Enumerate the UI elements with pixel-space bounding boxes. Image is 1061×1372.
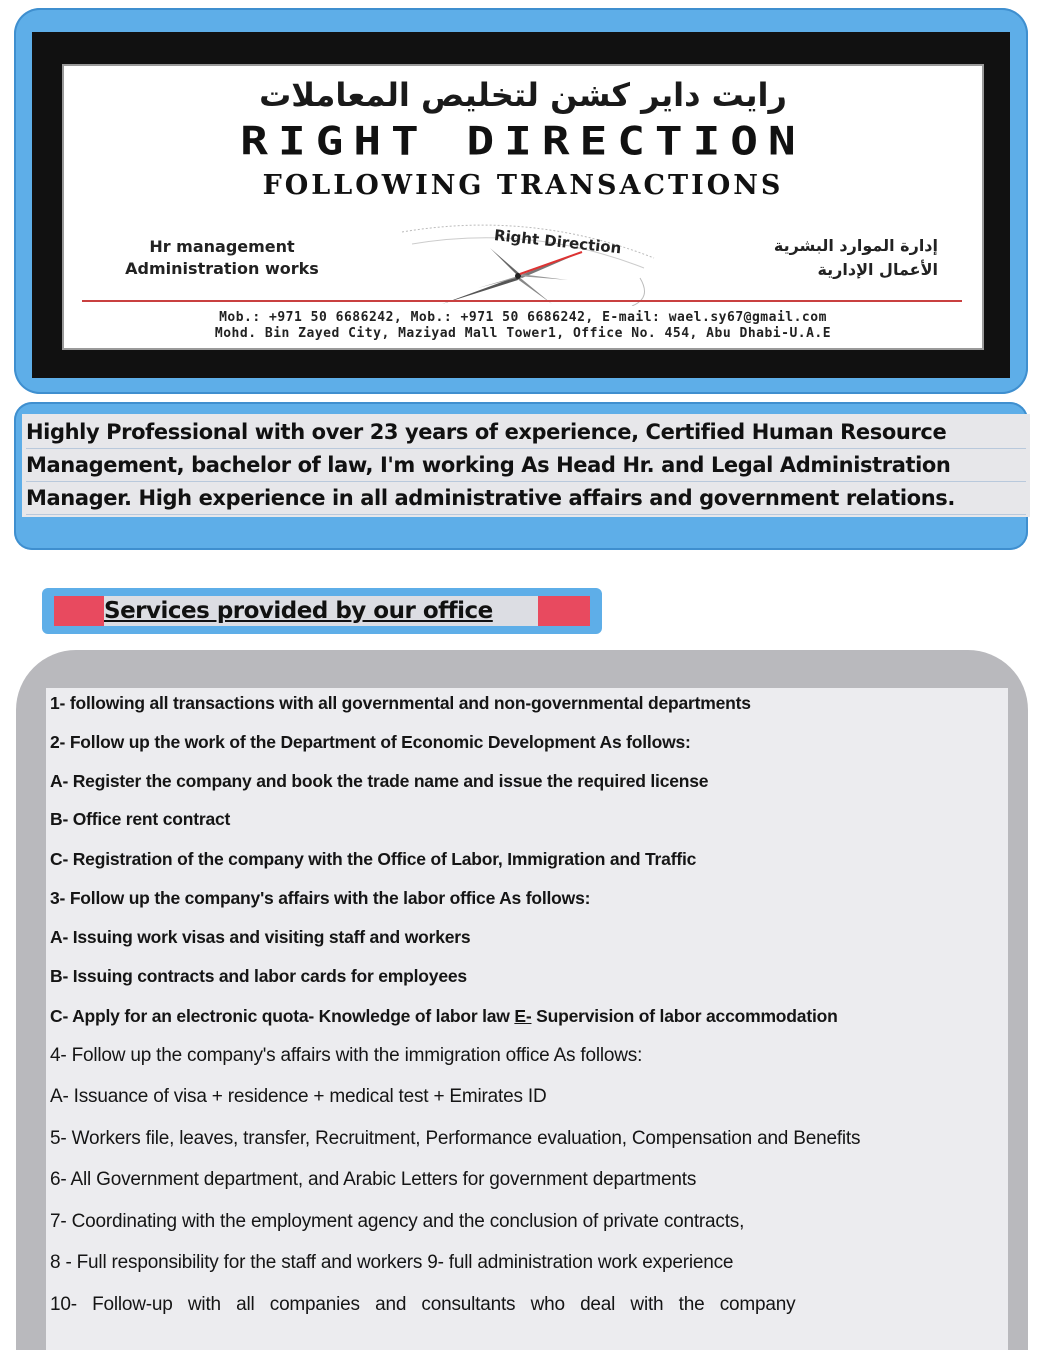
arabic-company-name: رايت داير كشن لتخليص المعاملات — [259, 76, 787, 114]
heading-accent-right — [538, 596, 590, 626]
list-item: A- Register the company and book the trade name and issue the required license — [50, 771, 709, 791]
services-list — [46, 688, 1008, 1350]
company-tagline: FOLLOWING TRANSACTIONS — [262, 170, 784, 201]
services-heading-box — [42, 588, 602, 634]
business-card — [62, 64, 984, 350]
list-item-underlined: E- — [514, 1006, 532, 1026]
list-item: A- Issuance of visa + residence + medical test + Emirates ID — [50, 1086, 547, 1107]
service-ar-hr: إدارة الموارد البشرية — [773, 236, 938, 255]
service-en-admin: Administration works — [125, 259, 319, 278]
divider-rule — [82, 300, 962, 302]
services-heading: Services provided by our office — [104, 598, 493, 624]
list-item: 8 - Full responsibility for the staff and workers 9- full administration work experience — [50, 1252, 734, 1273]
intro-panel — [14, 402, 1028, 550]
list-item — [50, 1006, 1000, 1027]
intro-line-3: Manager. High experience in all administrative affairs and government relations. — [26, 482, 1026, 515]
list-item: 7- Coordinating with the employment agency and the conclusion of private contracts, — [50, 1211, 745, 1232]
business-card-panel — [14, 8, 1028, 394]
list-item-part: Supervision of labor accommodation — [531, 1006, 838, 1026]
services-list-panel — [16, 650, 1028, 1350]
service-ar-admin: الأعمال الإدارية — [817, 260, 938, 279]
intro-line-1: Highly Professional with over 23 years of experience, Certified Human Resource — [26, 416, 1026, 449]
list-item: 3- Follow up the company's affairs with the labor office As follows: — [50, 888, 591, 908]
list-item: 5- Workers file, leaves, transfer, Recruitment, Performance evaluation, Compensation and Benefits — [50, 1128, 861, 1149]
business-card-frame — [32, 32, 1010, 378]
compass-logo-icon — [382, 218, 668, 306]
list-item: A- Issuing work visas and visiting staff and workers — [50, 927, 471, 947]
list-item-part: C- Apply for an electronic quota- Knowledge of labor law — [50, 1006, 515, 1026]
list-item: C- Registration of the company with the Office of Labor, Immigration and Traffic — [50, 849, 697, 869]
list-item: 2- Follow up the work of the Department of Economic Development As follows: — [50, 732, 691, 752]
services-english — [102, 236, 342, 280]
logo-text: Right Direction — [493, 226, 623, 258]
list-item: 6- All Government department, and Arabic Letters for government departments — [50, 1169, 697, 1190]
services-arabic — [698, 234, 938, 282]
service-en-hr: Hr management — [149, 237, 295, 256]
heading-accent-left — [54, 596, 104, 626]
contact-phone-email: Mob.: +971 50 6686242, Mob.: +971 50 6686242, E-mail: wael.sy67@gmail.com — [219, 310, 827, 325]
list-item: B- Office rent contract — [50, 809, 231, 829]
list-item: 1- following all transactions with all governmental and non-governmental departments — [50, 693, 751, 713]
list-item: 10- Follow-up with all companies and consultants who deal with the company — [50, 1294, 796, 1315]
intro-paragraph — [22, 414, 1030, 517]
intro-line-2: Management, bachelor of law, I'm working As Head Hr. and Legal Administration — [26, 449, 1026, 482]
services-heading-inner — [54, 596, 590, 626]
list-item: B- Issuing contracts and labor cards for employees — [50, 966, 467, 986]
list-item: 4- Follow up the company's affairs with the immigration office As follows: — [50, 1045, 643, 1066]
company-name: RIGHT DIRECTION — [240, 118, 806, 164]
contact-address: Mohd. Bin Zayed City, Maziyad Mall Tower1, Office No. 454, Abu Dhabi-U.A.E — [214, 326, 832, 341]
